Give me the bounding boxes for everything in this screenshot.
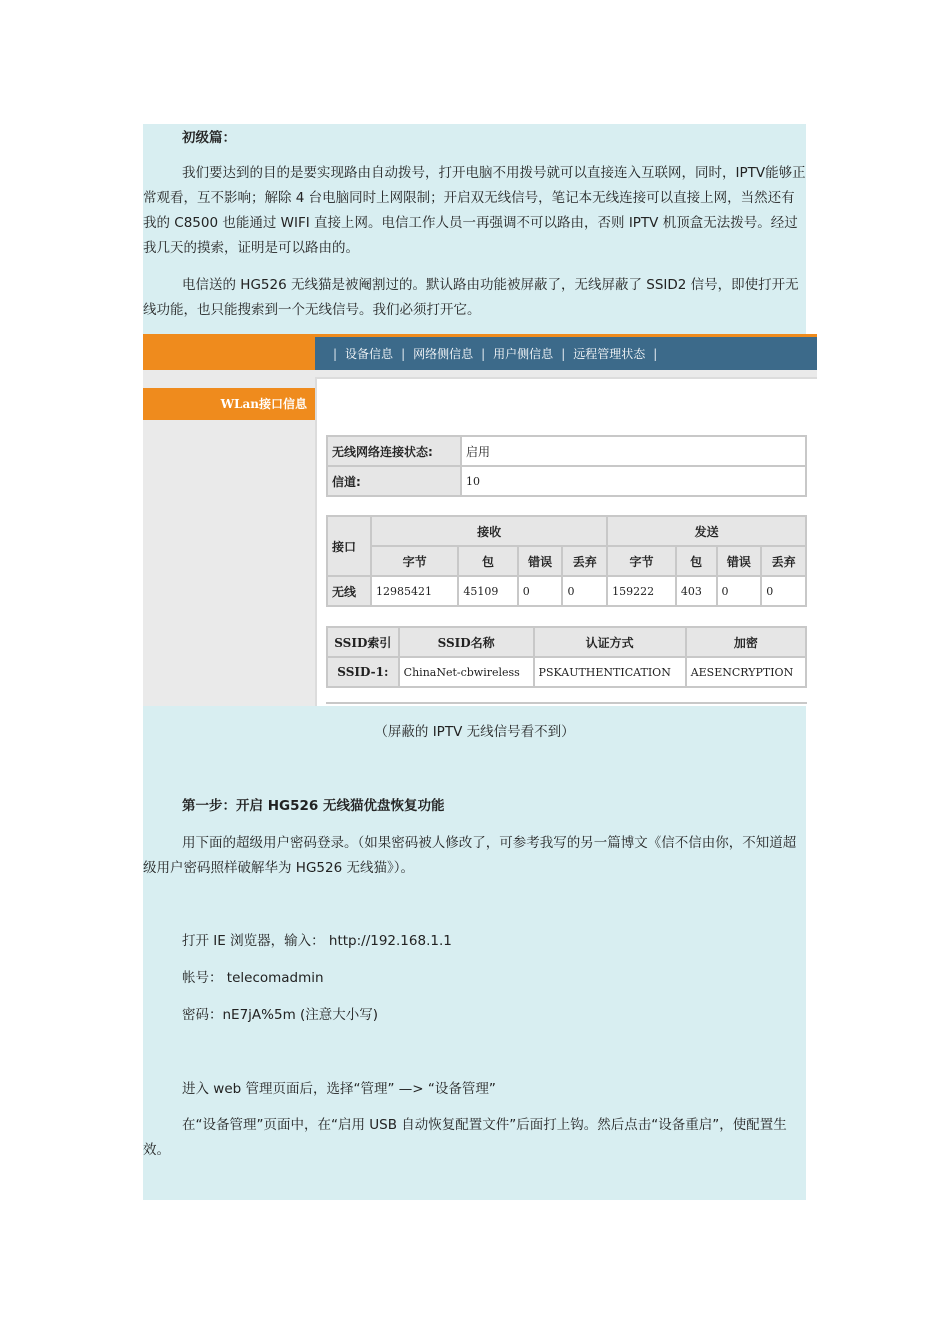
channel-label: 信道: bbox=[328, 467, 460, 495]
table-row bbox=[328, 547, 805, 575]
tx-packets: 403 bbox=[677, 577, 716, 605]
topbar-nav bbox=[315, 334, 817, 370]
col-interface: 接口 bbox=[328, 517, 370, 575]
nav-remote-management-status[interactable]: 远程管理状态 bbox=[573, 347, 646, 361]
table-row bbox=[328, 437, 805, 465]
rx-packets: 45109 bbox=[459, 577, 516, 605]
open-ie-line: 打开 IE 浏览器，输入： http://192.168.1.1 bbox=[182, 933, 452, 949]
topbar-logo-area bbox=[143, 334, 315, 370]
paragraph-hg526: 电信送的 HG526 无线猫是被阉割过的。默认路由功能被屏蔽了，无线屏蔽了 SSID2 信号，即使打开无线功能，也只能搜索到一个无线信号。我们必须打开它。 bbox=[143, 277, 799, 318]
tx-errors: 0 bbox=[718, 577, 761, 605]
status-value: 启用 bbox=[462, 437, 805, 465]
sidebar bbox=[143, 370, 315, 706]
sub-header: 字节 bbox=[372, 547, 457, 575]
paragraph-device-manage: 在“设备管理”页面中，在“启用 USB 自动恢复配置文件”后面打上钩。然后点击“设备重启”，使配置生效。 bbox=[143, 1117, 787, 1158]
ssid-index: SSID-1: bbox=[328, 658, 398, 686]
sub-header: 包 bbox=[459, 547, 516, 575]
nav-separator: | bbox=[401, 346, 406, 361]
ssid-auth: PSKAUTHENTICATION bbox=[535, 658, 685, 686]
tx-dropped: 0 bbox=[762, 577, 805, 605]
rx-bytes: 12985421 bbox=[372, 577, 457, 605]
heading-basic: 初级篇： bbox=[182, 130, 236, 146]
table-bottom-line bbox=[326, 702, 807, 704]
nav-separator: | bbox=[333, 346, 338, 361]
status-label: 无线网络连接状态: bbox=[328, 437, 460, 465]
ssid-encryption: AESENCRYPTION bbox=[687, 658, 805, 686]
nav-separator: | bbox=[653, 346, 658, 361]
nav-user-side-info[interactable]: 用户侧信息 bbox=[493, 347, 554, 361]
sub-header: 丢弃 bbox=[563, 547, 606, 575]
paragraph-login: 用下面的超级用户密码登录。（如果密码被人修改了，可参考我写的另一篇博文《信不信由你，不知道超级用户密码照样破解华为 HG526 无线猫》）。 bbox=[143, 835, 797, 876]
sub-header: 字节 bbox=[608, 547, 675, 575]
table-row bbox=[328, 467, 805, 495]
wlan-status-table bbox=[326, 435, 807, 497]
tx-bytes: 159222 bbox=[608, 577, 675, 605]
nav-separator: | bbox=[561, 346, 566, 361]
paragraph-goal: 我们要达到的目的是要实现路由自动拨号，打开电脑不用拨号就可以直接连入互联网，同时，IPTV能够正常观看，互不影响；解除 4 台电脑同时上网限制；开启双无线信号，笔记本无线连接可以直接上网，当然还有我的 C8500 也能通过 WIFI 直接上网。电信工作人员一再强调不可以路由，否则 IPTV 机顶盒无法拨号。经过我几天的摸索，证明是可以路由的。 bbox=[143, 165, 806, 256]
enter-web-line: 进入 web 管理页面后，选择“管理” —> “设备管理” bbox=[182, 1081, 496, 1097]
col-encryption: 加密 bbox=[687, 628, 805, 656]
sub-header: 丢弃 bbox=[762, 547, 805, 575]
col-ssid-name: SSID名称 bbox=[400, 628, 533, 656]
rx-errors: 0 bbox=[519, 577, 562, 605]
col-receive: 接收 bbox=[372, 517, 606, 545]
sub-header: 错误 bbox=[519, 547, 562, 575]
col-send: 发送 bbox=[608, 517, 805, 545]
sidebar-item-wlan-info[interactable]: WLan接口信息 bbox=[143, 388, 315, 420]
nav-separator: | bbox=[481, 346, 486, 361]
sub-header: 包 bbox=[677, 547, 716, 575]
row-label-wireless: 无线 bbox=[328, 577, 370, 605]
account-line: 帐号： telecomadmin bbox=[182, 970, 324, 986]
table-row bbox=[328, 517, 805, 545]
sub-header: 错误 bbox=[718, 547, 761, 575]
ssid-table bbox=[326, 626, 807, 688]
router-screenshot bbox=[143, 334, 817, 706]
col-ssid-index: SSID索引 bbox=[328, 628, 398, 656]
nav-network-side-info[interactable]: 网络侧信息 bbox=[413, 347, 474, 361]
rx-dropped: 0 bbox=[563, 577, 606, 605]
password-line: 密码：nE7jA%5m (注意大小写) bbox=[182, 1007, 379, 1023]
table-row bbox=[328, 658, 805, 686]
table-row bbox=[328, 577, 805, 605]
nav-device-info[interactable]: 设备信息 bbox=[345, 347, 394, 361]
col-auth-method: 认证方式 bbox=[535, 628, 685, 656]
ssid-name: ChinaNet-cbwireless bbox=[400, 658, 533, 686]
channel-value: 10 bbox=[462, 467, 805, 495]
step1-title: 第一步：开启 HG526 无线猫优盘恢复功能 bbox=[182, 798, 445, 814]
figure-caption: （屏蔽的 IPTV 无线信号看不到） bbox=[374, 724, 575, 740]
table-row bbox=[328, 628, 805, 656]
traffic-stats-table bbox=[326, 515, 807, 607]
